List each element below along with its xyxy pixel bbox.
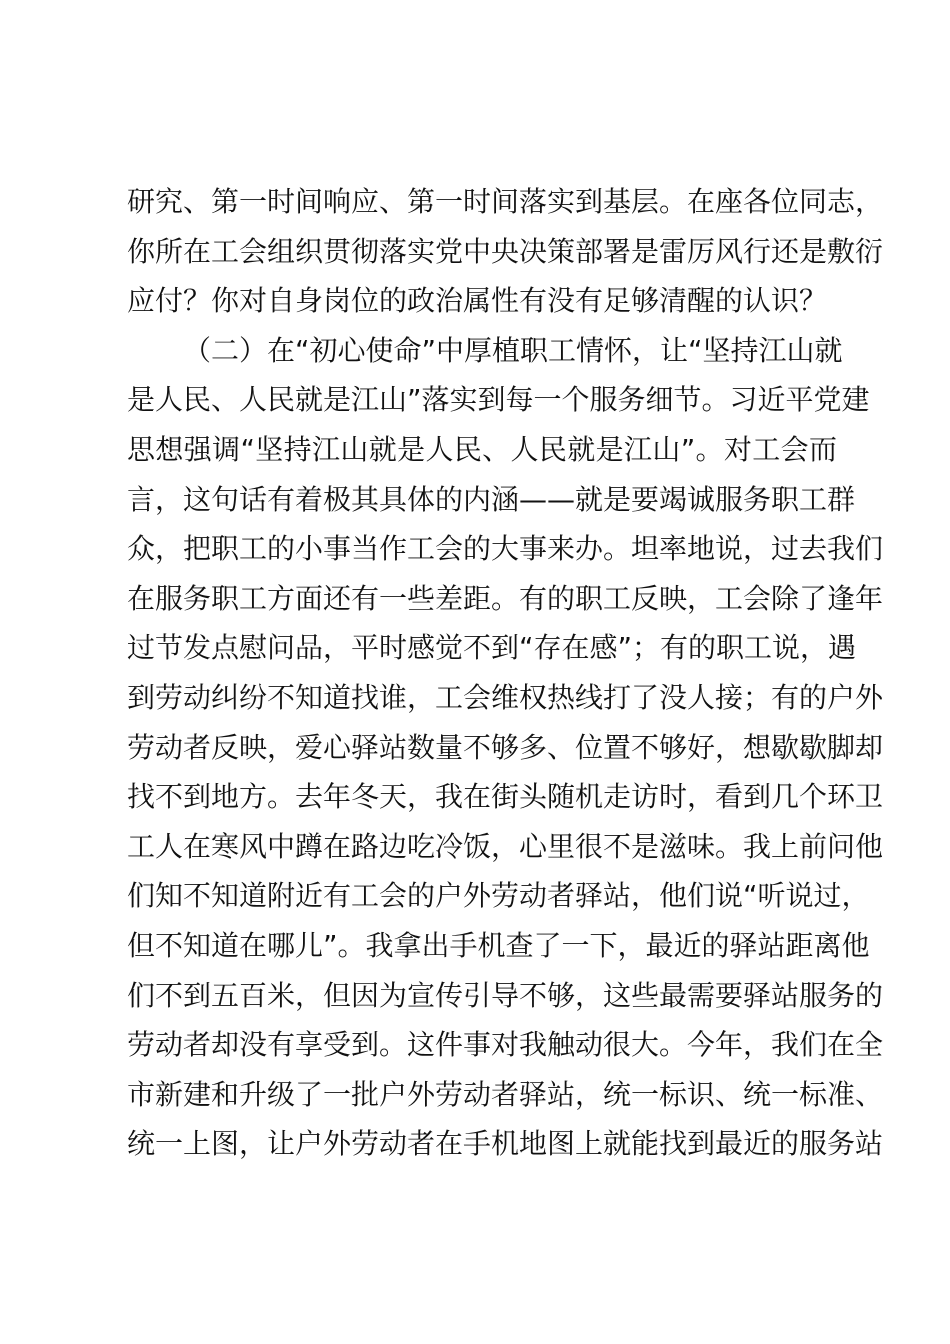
- text-line: 思想强调“坚持江山就是人民、人民就是江山”。对工会而: [127, 432, 837, 466]
- text-line: 们知不知道附近有工会的户外劳动者驿站，他们说“听说过，: [127, 879, 870, 913]
- text-line: 工人在寒风中蹲在路边吃冷饭，心里很不是滋味。我上前问他: [127, 829, 884, 863]
- text-line: 言，这句话有着极其具体的内涵——就是要竭诚服务职工群: [127, 482, 856, 516]
- text-line: 应付？你对自身岗位的政治属性有没有足够清醒的认识？: [127, 284, 828, 318]
- text-line: 但不知道在哪儿”。我拿出手机查了一下，最近的驿站距离他: [127, 928, 870, 962]
- text-line: 劳动者反映，爱心驿站数量不够多、位置不够好，想歇歇脚却: [127, 730, 884, 764]
- text-line: 们不到五百米，但因为宣传引导不够，这些最需要驿站服务的: [127, 978, 884, 1012]
- text-line: 你所在工会组织贯彻落实党中央决策部署是雷厉风行还是敷衍: [127, 234, 884, 268]
- text-line: 统一上图，让户外劳动者在手机地图上就能找到最近的服务站: [127, 1127, 884, 1161]
- text-line: 到劳动纠纷不知道找谁，工会维权热线打了没人接；有的户外: [127, 680, 884, 714]
- text-line: 研究、第一时间响应、第一时间落实到基层。在座各位同志，: [127, 185, 884, 218]
- text-line: 找不到地方。去年冬天，我在街头随机走访时，看到几个环卫: [127, 780, 884, 814]
- body-text: [127, 177, 884, 1169]
- text-line: 是人民、人民就是江山”落实到每一个服务细节。习近平党建: [127, 383, 870, 417]
- section-heading-line: （二）在“初心使命”中厚植职工情怀，让“坚持江山就: [183, 333, 843, 367]
- text-line: 过节发点慰问品，平时感觉不到“存在感”；有的职工说，遇: [127, 631, 857, 665]
- text-line: 劳动者却没有享受到。这件事对我触动很大。今年，我们在全: [127, 1028, 884, 1062]
- text-line: 市新建和升级了一批户外劳动者驿站，统一标识、统一标准、: [127, 1077, 884, 1111]
- text-line: 在服务职工方面还有一些差距。有的职工反映，工会除了逢年: [127, 581, 884, 615]
- text-line: 众，把职工的小事当作工会的大事来办。坦率地说，过去我们: [127, 532, 884, 566]
